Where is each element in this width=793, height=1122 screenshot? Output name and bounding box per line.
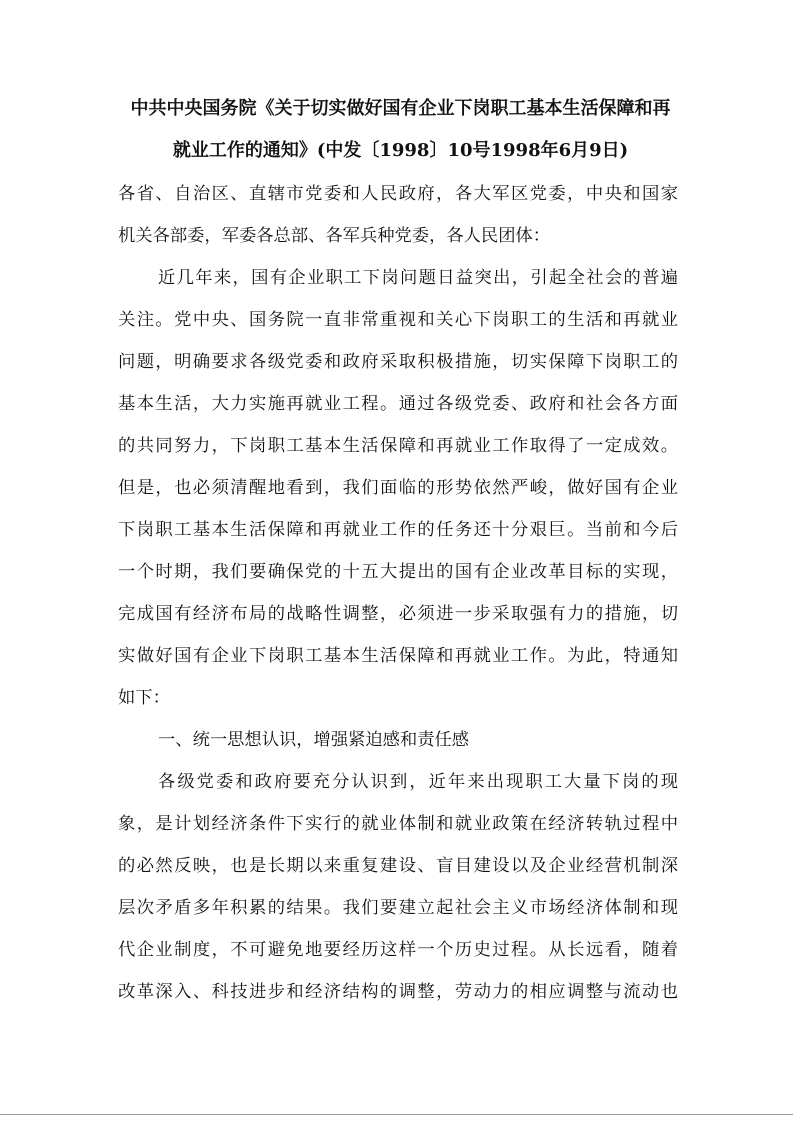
paragraph-1-line-11: 如下： xyxy=(118,688,170,708)
paragraph-1-line-2: 关注。党中央、国务院一直非常重视和关心下岗职工的生活和再就业 xyxy=(118,310,678,330)
paragraph-1-line-9: 完成国有经济布局的战略性调整，必须进一步采取强有力的措施，切 xyxy=(118,604,678,624)
page-bottom-divider xyxy=(0,1114,793,1115)
salutation-line-2: 机关各部委，军委各总部、各军兵种党委，各人民团体： xyxy=(118,226,551,246)
paragraph-1-line-5: 的共同努力，下岗职工基本生活保障和再就业工作取得了一定成效。 xyxy=(118,436,678,456)
salutation-line-1: 各省、自治区、直辖市党委和人民政府，各大军区党委，中央和国家 xyxy=(118,184,678,204)
paragraph-1-line-1: 近几年来，国有企业职工下岗问题日益突出，引起全社会的普遍 xyxy=(158,268,678,288)
paragraph-1-line-8: 一个时期，我们要确保党的十五大提出的国有企业改革目标的实现， xyxy=(118,562,678,582)
paragraph-2-line-6: 改革深入、科技进步和经济结构的调整，劳动力的相应调整与流动也 xyxy=(118,982,678,1002)
paragraph-2-line-4: 层次矛盾多年积累的结果。我们要建立起社会主义市场经济体制和现 xyxy=(118,898,678,918)
paragraph-2-line-1: 各级党委和政府要充分认识到，近年来出现职工大量下岗的现 xyxy=(158,772,678,792)
paragraph-2-line-2: 象，是计划经济条件下实行的就业体制和就业政策在经济转轨过程中 xyxy=(118,814,678,834)
paragraph-1-line-3: 问题，明确要求各级党委和政府采取积极措施，切实保障下岗职工的 xyxy=(118,352,678,372)
paragraph-1-line-7: 下岗职工基本生活保障和再就业工作的任务还十分艰巨。当前和今后 xyxy=(118,520,678,540)
paragraph-2-line-5: 代企业制度，不可避免地要经历这样一个历史过程。从长远看，随着 xyxy=(118,940,678,960)
section-heading-1: 一、统一思想认识，增强紧迫感和责任感 xyxy=(158,730,470,750)
document-title-line-1: 中共中央国务院《关于切实做好国有企业下岗职工基本生活保障和再 xyxy=(130,98,671,119)
paragraph-1-line-6: 但是，也必须清醒地看到，我们面临的形势依然严峻，做好国有企业 xyxy=(118,478,678,498)
paragraph-1-line-10: 实做好国有企业下岗职工基本生活保障和再就业工作。为此，特通知 xyxy=(118,646,678,666)
paragraph-1-line-4: 基本生活，大力实施再就业工程。通过各级党委、政府和社会各方面 xyxy=(118,394,678,414)
document-title-line-2: 就业工作的通知》(中发〔1998〕10号1998年6月9日) xyxy=(172,140,629,161)
paragraph-2-line-3: 的必然反映，也是长期以来重复建设、盲目建设以及企业经营机制深 xyxy=(118,856,678,876)
